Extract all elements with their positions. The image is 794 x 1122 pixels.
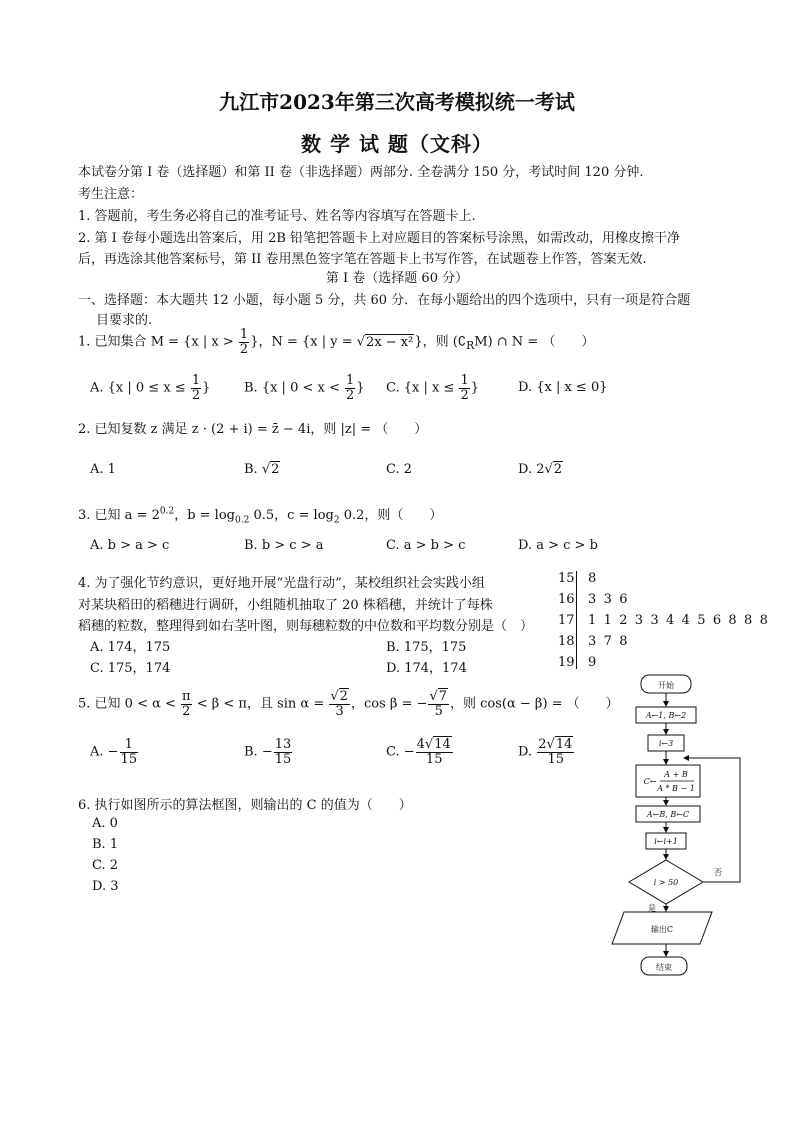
stem-leaf-row: 18 3 7 8 <box>558 634 630 649</box>
q1-set-n: ，N = {x | y = <box>258 334 357 350</box>
flow-swap-label: A←B, B←C <box>646 810 690 819</box>
stem-leaf-row: 16 3 3 6 <box>558 592 630 607</box>
q1-half: $\frac{1}{2}$ <box>239 327 249 357</box>
q3-option-d: D. a > c > b <box>518 538 598 553</box>
q1-stem: 1. 已知集合 <box>78 334 147 350</box>
q3-option-a: A. b > a > c <box>90 538 170 553</box>
stem-leaf-row: 15 8 <box>558 571 598 586</box>
stem-leaf-row: 19 9 <box>558 655 598 670</box>
section-instruction: 一、选择题：本大题共 12 小题，每小题 5 分，共 60 分．在每小题给出的四个选项中，只有一项是符合题 <box>78 293 691 308</box>
flow-no-label: 否 <box>714 868 722 877</box>
section-title: 第 I 卷（选择题 60 分） <box>325 271 469 286</box>
question-5: 5. 已知 0 < α < $\frac{\pi}{2}$ < β < π，且 sin α = $\frac{√2}{3}$ ，cos β = − $\frac{√7}{5}$ ，则 cos(α − β) = （ ） <box>78 689 619 719</box>
algorithm-flowchart <box>600 668 760 988</box>
question-4-line2: 对某块稻田的稻穗进行调研，小组随机抽取了 20 株稻穗，并统计了每株 <box>78 598 493 613</box>
stem-leaf-row: 17 1 1 2 3 3 4 4 5 6 8 8 8 <box>558 613 770 628</box>
flow-yes-label: 是 <box>648 904 656 913</box>
flow-inc-label: i←i+1 <box>654 837 678 846</box>
q6-option-a: A. 0 <box>92 816 118 831</box>
flow-condition-label: i > 50 <box>653 878 679 887</box>
question-6: 6. 执行如图所示的算法框图，则输出的 C 的值为（ ） <box>78 798 412 813</box>
q5-option-d: D. $\frac{2√14}{15}$ <box>518 737 573 767</box>
flow-calc-denominator: A * B − 1 <box>657 784 695 793</box>
question-4-line3: 稻穗的粒数，整理得到如右茎叶图，则每穗粒数的中位数和平均数分别是（ ） <box>78 619 534 634</box>
q2-option-a: A. 1 <box>90 462 116 477</box>
flow-start-label: 开始 <box>658 681 674 690</box>
q2-option-d: D. 2√2 <box>518 462 563 477</box>
q5-option-c: C. − $\frac{4√14}{15}$ <box>386 737 451 767</box>
question-3: 3. 已知 $a = 2^{0.2}$，$b = \log_{0.2} 0.5$，$c = \log_2 0.2$，则（ ） <box>78 506 443 526</box>
question-2: 2. 已知复数 z 满足 z · (2 + i) = z̄ − 4i，则 |z| = （ ） <box>78 422 428 437</box>
exam-title: 九江市2023年第三次高考模拟统一考试 <box>219 90 575 114</box>
flow-i-init-label: i←3 <box>658 739 674 748</box>
intro-notice-label: 考生注意： <box>78 187 144 202</box>
q1-option-a: A. {x | 0 ≤ x ≤ $\frac{1}{2}$ } <box>90 373 211 403</box>
q4-option-b: B. 175，175 <box>386 640 467 655</box>
q6-option-b: B. 1 <box>92 837 119 852</box>
q4-option-c: C. 175，174 <box>90 661 171 676</box>
flow-calc-label: C← <box>643 777 657 786</box>
intro-line: 本试卷分第 I 卷（选择题）和第 II 卷（非选择题）两部分. 全卷满分 150 分，考试时间 120 分钟. <box>78 165 644 180</box>
q1-option-d: D. {x | x ≤ 0} <box>518 380 608 395</box>
q4-option-a: A. 174，175 <box>90 640 171 655</box>
intro-note-1: 1. 答题前，考生务必将自己的准考证号、姓名等内容填写在答题卡上. <box>78 209 476 224</box>
q4-option-d: D. 174，174 <box>386 661 467 676</box>
intro-note-2b: 后，再选涂其他答案标号，第 II 卷用黑色签字笔在答题卡上书写作答，在试题卷上作答，答案无效. <box>78 252 647 267</box>
q6-option-c: C. 2 <box>92 858 119 873</box>
flow-loop-back <box>684 758 740 882</box>
q5-option-a: A. − $\frac{1}{15}$ <box>90 737 138 767</box>
exam-subtitle: 数 学 试 题（文科） <box>301 132 493 156</box>
q3-option-b: B. b > c > a <box>244 538 324 553</box>
q5-option-b: B. − $\frac{13}{15}$ <box>244 737 292 767</box>
flow-calc-numerator: A + B <box>664 770 688 779</box>
question-4-line1: 4. 为了强化节约意识，更好地开展“光盘行动”，某校组织社会实践小组 <box>78 576 485 591</box>
q1-option-b: B. {x | 0 < x < $\frac{1}{2}$ } <box>244 373 365 403</box>
flow-init-label: A←1, B←2 <box>645 711 687 720</box>
section-instruction-cont: 目要求的. <box>96 313 153 328</box>
flow-output-label: 输出C <box>650 925 674 934</box>
q2-option-b: B. √2 <box>244 462 280 477</box>
question-1: 1. 已知集合 M = {x | x > $\frac{1}{2}$ }，N = {x | y = √2x − x²}，则 $(∁_RM)$ ∩ N = （ ） <box>78 327 595 357</box>
q1-option-c: C. {x | x ≤ $\frac{1}{2}$ } <box>386 373 480 403</box>
q2-option-c: C. 2 <box>386 462 413 477</box>
q3-option-c: C. a > b > c <box>386 538 466 553</box>
intro-note-2a: 2. 第 I 卷每小题选出答案后，用 2B 铅笔把答题卡上对应题目的答案标号涂黑，如需改动，用橡皮擦干净 <box>78 231 681 246</box>
flow-end-label: 结束 <box>656 963 672 972</box>
q1-radicand: 2x − x² <box>366 334 414 350</box>
q1-set-m: M = {x | x > <box>150 334 238 350</box>
q6-option-d: D. 3 <box>92 879 119 894</box>
